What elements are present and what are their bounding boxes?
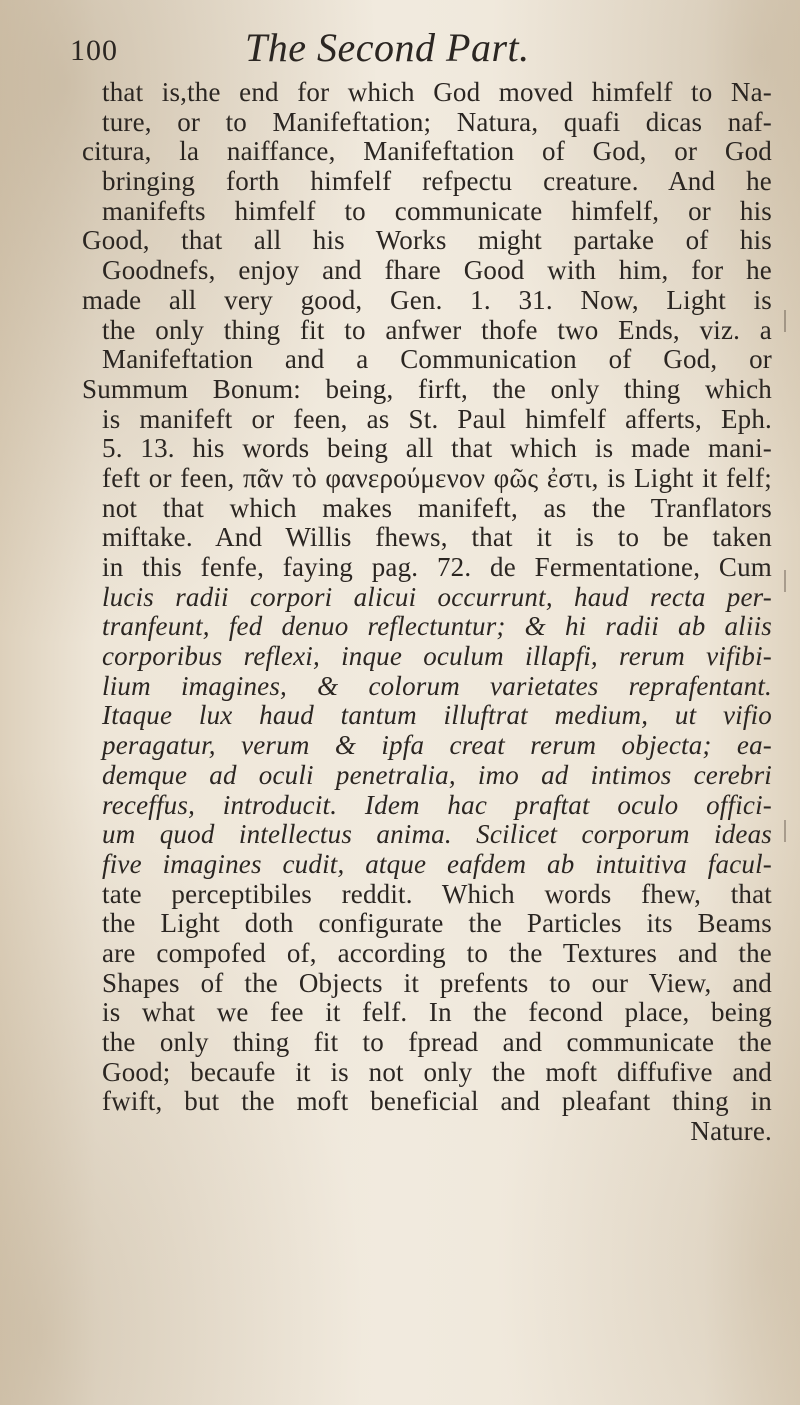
text-line: ture, or to Manifeftation; Natura, quafi dicas naf-	[102, 106, 772, 137]
running-head	[0, 24, 800, 74]
text-line: corporibus reflexi, inque oculum illapfi, rerum vifibi-	[102, 641, 772, 672]
text-line: not that which makes manifeft, as the Tranflators	[102, 492, 772, 523]
running-title: The Second Part.	[245, 25, 530, 70]
text-line: is manifeft or feen, as St. Paul himfelf afferts, Eph.	[102, 403, 772, 434]
text-line: Manifeftation and a Communication of God, or	[102, 344, 772, 375]
text-line: the Light doth configurate the Particles its Beams	[102, 908, 772, 939]
text-line: tranfeunt, fed denuo reflectuntur; & hi radii ab aliis	[102, 611, 772, 642]
text-line: made all very good, Gen. 1. 31. Now, Light is	[82, 284, 772, 315]
text-line: feft or feen, πᾶν τὸ φανερούμενον φῶς ἐστι, is Light it felf;	[102, 462, 772, 493]
text-line: tate perceptibiles reddit. Which words fhew, that	[102, 878, 772, 909]
text-line: miftake. And Willis fhews, that it is to be taken	[102, 522, 772, 553]
text-line: manifefts himfelf to communicate himfelf, or his	[102, 195, 772, 226]
text-line: is what we fee it felf. In the fecond place, being	[102, 997, 772, 1028]
text-line: that is,the end for which God moved himfelf to Na-	[102, 77, 772, 107]
text-line: Summum Bonum: being, firft, the only thing which	[82, 373, 772, 404]
page-edge-mark	[784, 820, 794, 842]
page-number: 100	[70, 34, 118, 67]
text-line: the only thing fit to anfwer thofe two Ends, viz. a	[102, 314, 772, 345]
text-line: lium imagines, & colorum varietates reprafentant.	[102, 670, 772, 701]
page-edge-mark	[784, 310, 794, 332]
text-line: um quod intellectus anima. Scilicet corporum ideas	[102, 819, 772, 850]
text-line: lucis radii corpori alicui occurrunt, haud recta per-	[102, 581, 772, 612]
text-line: Nature.	[690, 1116, 772, 1147]
text-line: citura, la naiffance, Manifeftation of God, or God	[82, 136, 772, 167]
text-line: fwift, but the moft beneficial and pleafant thing in	[102, 1086, 772, 1117]
text-line: bringing forth himfelf refpectu creature. And he	[102, 166, 772, 197]
text-line: 5. 13. his words being all that which is made mani-	[102, 433, 772, 464]
text-line: Itaque lux haud tantum illuftrat medium, ut vifio	[102, 700, 772, 731]
text-line: in this fenfe, faying pag. 72. de Fermentatione, Cum	[102, 552, 772, 582]
text-line: Good, that all his Works might partake of his	[82, 225, 772, 256]
text-line: Shapes of the Objects it prefents to our View, and	[102, 967, 772, 998]
text-line: the only thing fit to fpread and communicate the	[102, 1027, 772, 1057]
text-line: demque ad oculi penetralia, imo ad intimos cerebri	[102, 759, 772, 790]
text-line: five imagines cudit, atque eafdem ab intuitiva facul-	[102, 848, 772, 879]
text-line: are compofed of, according to the Textures and the	[102, 937, 772, 968]
text-line: Goodnefs, enjoy and fhare Good with him, for he	[102, 255, 772, 286]
text-line: peragatur, verum & ipfa creat rerum objecta; ea-	[102, 730, 772, 761]
text-line: Good; becaufe it is not only the moft diffufive and	[102, 1056, 772, 1087]
page-edge-mark	[784, 570, 794, 592]
body-text	[82, 78, 772, 1147]
text-line: receffus, introducit. Idem hac praftat oculo offici-	[102, 789, 772, 820]
